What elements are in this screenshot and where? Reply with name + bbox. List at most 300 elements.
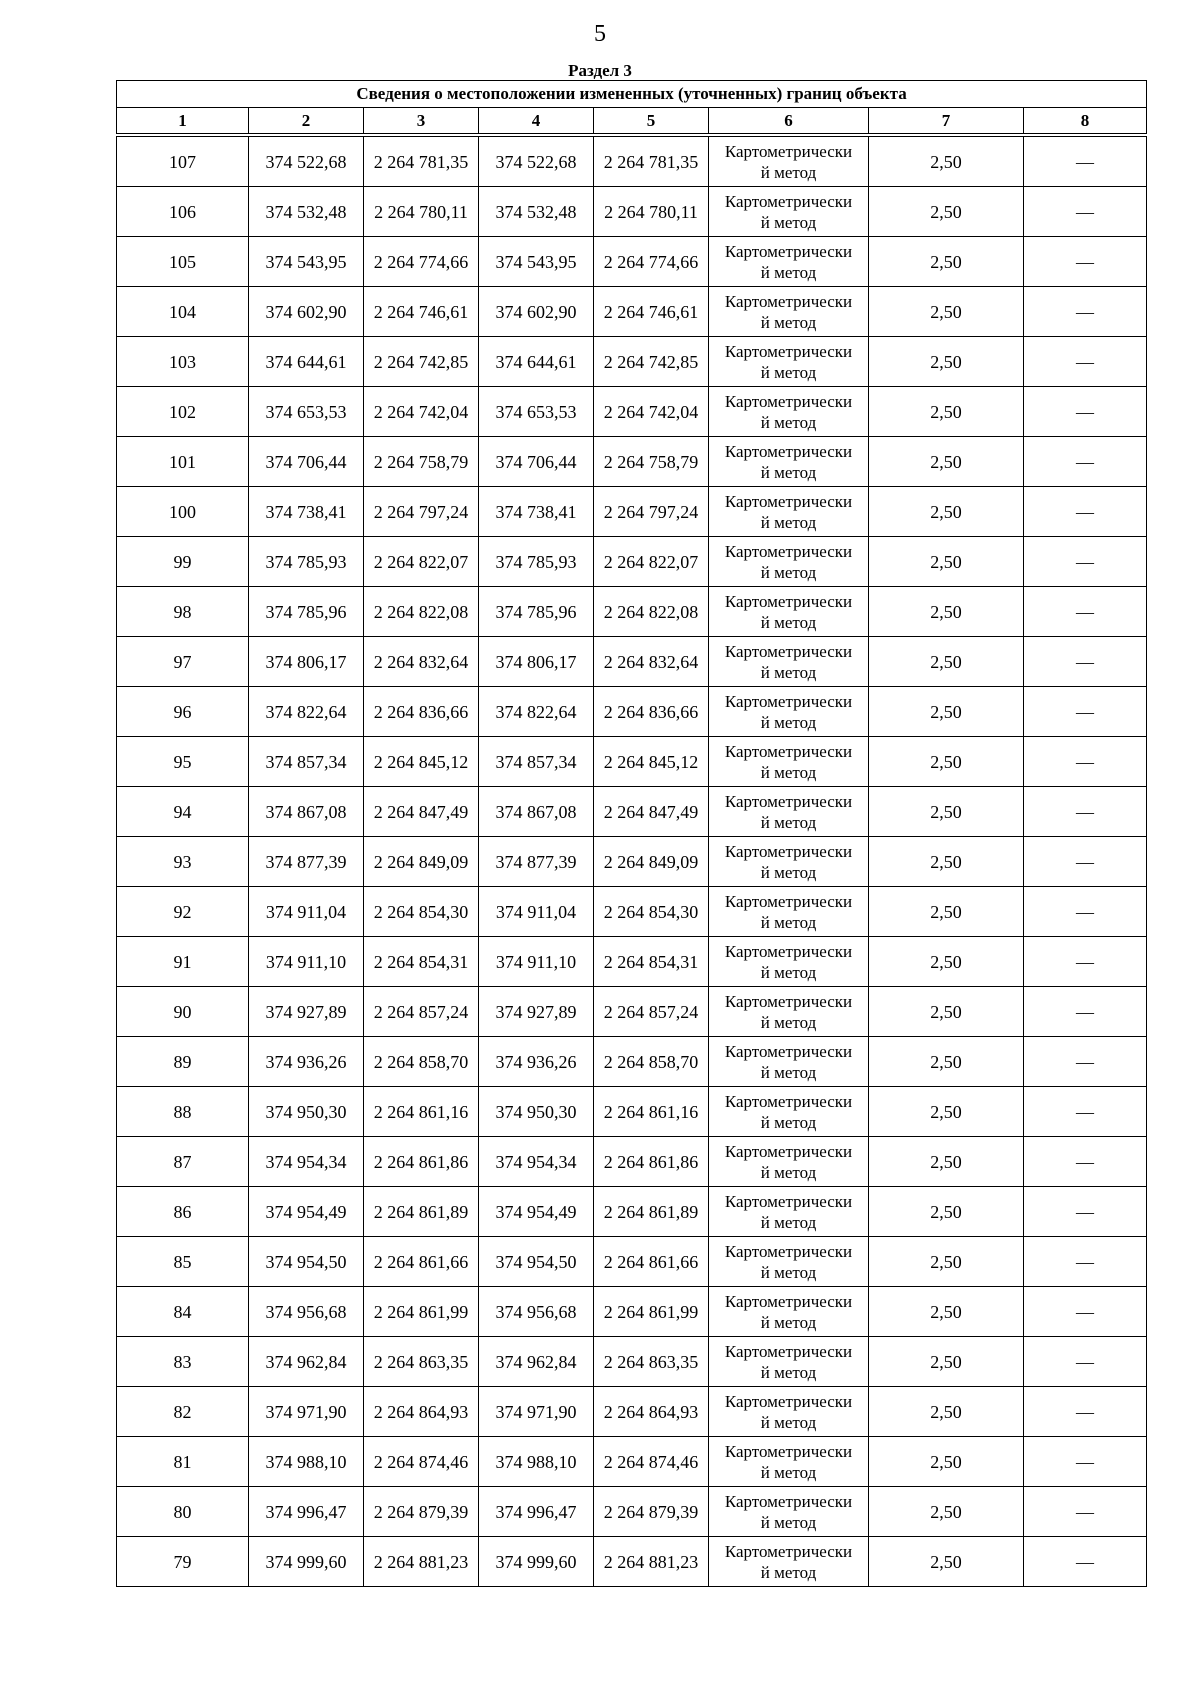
point-number-cell: 102 [117, 387, 249, 437]
y-old-cell: 2 264 874,46 [364, 1437, 479, 1487]
y-new-cell: 2 264 742,85 [594, 337, 709, 387]
point-number-cell: 104 [117, 287, 249, 337]
y-old-cell: 2 264 861,99 [364, 1287, 479, 1337]
note-cell: — [1024, 937, 1147, 987]
precision-cell: 2,50 [869, 1337, 1024, 1387]
x-old-cell: 374 857,34 [249, 737, 364, 787]
method-cell [709, 537, 869, 587]
x-old-cell: 374 996,47 [249, 1487, 364, 1537]
y-old-cell: 2 264 881,23 [364, 1537, 479, 1587]
table-row [117, 737, 1147, 787]
precision-cell: 2,50 [869, 487, 1024, 537]
method-text-line1: Картометрически [724, 291, 853, 311]
method-text-line1: Картометрически [724, 1491, 853, 1511]
method-text-line1: Картометрически [724, 1191, 853, 1211]
point-number-cell: 90 [117, 987, 249, 1037]
note-cell: — [1024, 237, 1147, 287]
x-old-cell: 374 522,68 [249, 135, 364, 187]
precision-cell: 2,50 [869, 937, 1024, 987]
precision-cell: 2,50 [869, 437, 1024, 487]
precision-cell: 2,50 [869, 687, 1024, 737]
method-text-line1: Картометрически [724, 241, 853, 261]
method-text-line1: Картометрически [724, 1541, 853, 1561]
precision-cell: 2,50 [869, 1387, 1024, 1437]
table-row [117, 237, 1147, 287]
y-old-cell: 2 264 781,35 [364, 135, 479, 187]
method-cell [709, 1487, 869, 1537]
x-new-cell: 374 706,44 [479, 437, 594, 487]
precision-cell: 2,50 [869, 1087, 1024, 1137]
y-new-cell: 2 264 854,31 [594, 937, 709, 987]
table-row [117, 1237, 1147, 1287]
x-old-cell: 374 785,93 [249, 537, 364, 587]
method-text-line2: й метод [760, 212, 817, 232]
x-old-cell: 374 936,26 [249, 1037, 364, 1087]
precision-cell: 2,50 [869, 387, 1024, 437]
method-text-line2: й метод [760, 1462, 817, 1482]
table-row [117, 887, 1147, 937]
table-row [117, 537, 1147, 587]
column-header: 6 [709, 108, 869, 136]
x-new-cell: 374 954,49 [479, 1187, 594, 1237]
y-old-cell: 2 264 836,66 [364, 687, 479, 737]
y-old-cell: 2 264 857,24 [364, 987, 479, 1037]
method-text-line1: Картометрически [724, 591, 853, 611]
method-cell [709, 287, 869, 337]
x-new-cell: 374 822,64 [479, 687, 594, 737]
point-number-cell: 88 [117, 1087, 249, 1137]
x-new-cell: 374 785,96 [479, 587, 594, 637]
method-cell [709, 487, 869, 537]
table-row [117, 987, 1147, 1037]
column-header: 8 [1024, 108, 1147, 136]
column-header: 4 [479, 108, 594, 136]
y-new-cell: 2 264 874,46 [594, 1437, 709, 1487]
y-old-cell: 2 264 845,12 [364, 737, 479, 787]
x-new-cell: 374 999,60 [479, 1537, 594, 1587]
point-number-cell: 106 [117, 187, 249, 237]
y-old-cell: 2 264 861,86 [364, 1137, 479, 1187]
table-row [117, 1087, 1147, 1137]
method-cell [709, 1437, 869, 1487]
note-cell: — [1024, 1137, 1147, 1187]
y-new-cell: 2 264 832,64 [594, 637, 709, 687]
method-text-line2: й метод [760, 362, 817, 382]
method-text-line2: й метод [760, 1562, 817, 1582]
method-text-line2: й метод [760, 312, 817, 332]
x-old-cell: 374 971,90 [249, 1387, 364, 1437]
point-number-cell: 96 [117, 687, 249, 737]
x-old-cell: 374 954,34 [249, 1137, 364, 1187]
table-row [117, 787, 1147, 837]
note-cell: — [1024, 1537, 1147, 1587]
method-cell [709, 1337, 869, 1387]
x-new-cell: 374 911,04 [479, 887, 594, 937]
method-text-line2: й метод [760, 562, 817, 582]
precision-cell: 2,50 [869, 337, 1024, 387]
table-row [117, 837, 1147, 887]
x-new-cell: 374 867,08 [479, 787, 594, 837]
method-cell [709, 237, 869, 287]
method-text-line2: й метод [760, 1412, 817, 1432]
method-cell [709, 987, 869, 1037]
y-new-cell: 2 264 861,66 [594, 1237, 709, 1287]
note-cell: — [1024, 1287, 1147, 1337]
y-old-cell: 2 264 797,24 [364, 487, 479, 537]
table-row [117, 437, 1147, 487]
precision-cell: 2,50 [869, 1187, 1024, 1237]
x-old-cell: 374 806,17 [249, 637, 364, 687]
y-new-cell: 2 264 858,70 [594, 1037, 709, 1087]
boundary-coordinates-table [116, 80, 1147, 1587]
x-new-cell: 374 971,90 [479, 1387, 594, 1437]
point-number-cell: 98 [117, 587, 249, 637]
point-number-cell: 105 [117, 237, 249, 287]
method-text-line1: Картометрически [724, 691, 853, 711]
method-cell [709, 337, 869, 387]
method-cell [709, 837, 869, 887]
x-new-cell: 374 738,41 [479, 487, 594, 537]
column-header: 7 [869, 108, 1024, 136]
y-old-cell: 2 264 847,49 [364, 787, 479, 837]
x-new-cell: 374 954,50 [479, 1237, 594, 1287]
x-new-cell: 374 543,95 [479, 237, 594, 287]
method-cell [709, 1537, 869, 1587]
y-new-cell: 2 264 836,66 [594, 687, 709, 737]
note-cell: — [1024, 1037, 1147, 1087]
table-caption-row [117, 81, 1147, 108]
precision-cell: 2,50 [869, 537, 1024, 587]
y-old-cell: 2 264 774,66 [364, 237, 479, 287]
table-row [117, 387, 1147, 437]
note-cell: — [1024, 1237, 1147, 1287]
x-new-cell: 374 602,90 [479, 287, 594, 337]
precision-cell: 2,50 [869, 1287, 1024, 1337]
method-text-line2: й метод [760, 1162, 817, 1182]
y-new-cell: 2 264 861,86 [594, 1137, 709, 1187]
x-old-cell: 374 988,10 [249, 1437, 364, 1487]
precision-cell: 2,50 [869, 1137, 1024, 1187]
method-text-line2: й метод [760, 1212, 817, 1232]
column-header: 1 [117, 108, 249, 136]
note-cell: — [1024, 287, 1147, 337]
table-row [117, 637, 1147, 687]
x-new-cell: 374 653,53 [479, 387, 594, 437]
column-header: 3 [364, 108, 479, 136]
x-new-cell: 374 806,17 [479, 637, 594, 687]
precision-cell: 2,50 [869, 987, 1024, 1037]
x-new-cell: 374 857,34 [479, 737, 594, 787]
y-new-cell: 2 264 845,12 [594, 737, 709, 787]
method-cell [709, 587, 869, 637]
precision-cell: 2,50 [869, 787, 1024, 837]
note-cell: — [1024, 1437, 1147, 1487]
y-new-cell: 2 264 774,66 [594, 237, 709, 287]
y-old-cell: 2 264 780,11 [364, 187, 479, 237]
y-old-cell: 2 264 861,89 [364, 1187, 479, 1237]
method-cell [709, 437, 869, 487]
x-old-cell: 374 911,10 [249, 937, 364, 987]
note-cell: — [1024, 887, 1147, 937]
table-row [117, 587, 1147, 637]
x-old-cell: 374 785,96 [249, 587, 364, 637]
x-old-cell: 374 877,39 [249, 837, 364, 887]
method-text-line2: й метод [760, 1312, 817, 1332]
precision-cell: 2,50 [869, 737, 1024, 787]
method-text-line2: й метод [760, 812, 817, 832]
table-row [117, 1537, 1147, 1587]
y-old-cell: 2 264 822,07 [364, 537, 479, 587]
x-old-cell: 374 911,04 [249, 887, 364, 937]
x-old-cell: 374 962,84 [249, 1337, 364, 1387]
point-number-cell: 101 [117, 437, 249, 487]
x-old-cell: 374 950,30 [249, 1087, 364, 1137]
y-old-cell: 2 264 832,64 [364, 637, 479, 687]
method-text-line1: Картометрически [724, 1441, 853, 1461]
table-row [117, 937, 1147, 987]
note-cell: — [1024, 987, 1147, 1037]
x-new-cell: 374 996,47 [479, 1487, 594, 1537]
point-number-cell: 89 [117, 1037, 249, 1087]
y-old-cell: 2 264 849,09 [364, 837, 479, 887]
table-row [117, 287, 1147, 337]
table-row [117, 1387, 1147, 1437]
y-new-cell: 2 264 861,99 [594, 1287, 709, 1337]
method-text-line2: й метод [760, 1512, 817, 1532]
method-text-line1: Картометрически [724, 1291, 853, 1311]
note-cell: — [1024, 1387, 1147, 1437]
method-text-line2: й метод [760, 962, 817, 982]
method-text-line2: й метод [760, 912, 817, 932]
method-text-line1: Картометрически [724, 791, 853, 811]
note-cell: — [1024, 1487, 1147, 1537]
y-new-cell: 2 264 781,35 [594, 135, 709, 187]
precision-cell: 2,50 [869, 287, 1024, 337]
note-cell: — [1024, 135, 1147, 187]
table-row [117, 487, 1147, 537]
method-text-line2: й метод [760, 412, 817, 432]
point-number-cell: 97 [117, 637, 249, 687]
x-old-cell: 374 532,48 [249, 187, 364, 237]
point-number-cell: 79 [117, 1537, 249, 1587]
x-new-cell: 374 956,68 [479, 1287, 594, 1337]
y-new-cell: 2 264 861,16 [594, 1087, 709, 1137]
note-cell: — [1024, 687, 1147, 737]
method-text-line2: й метод [760, 1062, 817, 1082]
x-new-cell: 374 877,39 [479, 837, 594, 887]
method-cell [709, 637, 869, 687]
table-row [117, 1437, 1147, 1487]
x-old-cell: 374 706,44 [249, 437, 364, 487]
y-old-cell: 2 264 863,35 [364, 1337, 479, 1387]
table-row [117, 1337, 1147, 1387]
x-old-cell: 374 543,95 [249, 237, 364, 287]
x-new-cell: 374 950,30 [479, 1087, 594, 1137]
method-text-line1: Картометрически [724, 341, 853, 361]
y-new-cell: 2 264 780,11 [594, 187, 709, 237]
note-cell: — [1024, 587, 1147, 637]
method-text-line2: й метод [760, 1362, 817, 1382]
note-cell: — [1024, 1337, 1147, 1387]
point-number-cell: 81 [117, 1437, 249, 1487]
note-cell: — [1024, 787, 1147, 837]
page-number: 5 [594, 21, 606, 47]
method-text-line1: Картометрически [724, 541, 853, 561]
x-new-cell: 374 927,89 [479, 987, 594, 1037]
precision-cell: 2,50 [869, 887, 1024, 937]
y-new-cell: 2 264 863,35 [594, 1337, 709, 1387]
y-new-cell: 2 264 742,04 [594, 387, 709, 437]
method-cell [709, 1137, 869, 1187]
note-cell: — [1024, 737, 1147, 787]
precision-cell: 2,50 [869, 1487, 1024, 1537]
x-new-cell: 374 522,68 [479, 135, 594, 187]
column-header: 5 [594, 108, 709, 136]
method-cell [709, 787, 869, 837]
method-text-line2: й метод [760, 262, 817, 282]
method-cell [709, 187, 869, 237]
point-number-cell: 93 [117, 837, 249, 887]
x-old-cell: 374 956,68 [249, 1287, 364, 1337]
method-cell [709, 887, 869, 937]
y-old-cell: 2 264 854,31 [364, 937, 479, 987]
point-number-cell: 92 [117, 887, 249, 937]
method-text-line1: Картометрически [724, 741, 853, 761]
y-old-cell: 2 264 742,85 [364, 337, 479, 387]
x-new-cell: 374 532,48 [479, 187, 594, 237]
table-row [117, 1287, 1147, 1337]
y-new-cell: 2 264 849,09 [594, 837, 709, 887]
column-header-row [117, 108, 1147, 136]
table-row [117, 1187, 1147, 1237]
method-text-line1: Картометрически [724, 191, 853, 211]
point-number-cell: 84 [117, 1287, 249, 1337]
y-new-cell: 2 264 879,39 [594, 1487, 709, 1537]
method-text-line1: Картометрически [724, 991, 853, 1011]
x-old-cell: 374 867,08 [249, 787, 364, 837]
note-cell: — [1024, 337, 1147, 387]
x-new-cell: 374 936,26 [479, 1037, 594, 1087]
method-text-line2: й метод [760, 1112, 817, 1132]
point-number-cell: 86 [117, 1187, 249, 1237]
method-text-line2: й метод [760, 162, 817, 182]
x-old-cell: 374 954,49 [249, 1187, 364, 1237]
table-row [117, 1037, 1147, 1087]
method-cell [709, 387, 869, 437]
table-row [117, 1137, 1147, 1187]
method-text-line1: Картометрически [724, 141, 853, 161]
precision-cell: 2,50 [869, 187, 1024, 237]
y-old-cell: 2 264 742,04 [364, 387, 479, 437]
method-cell [709, 937, 869, 987]
point-number-cell: 87 [117, 1137, 249, 1187]
precision-cell: 2,50 [869, 587, 1024, 637]
x-new-cell: 374 911,10 [479, 937, 594, 987]
y-old-cell: 2 264 854,30 [364, 887, 479, 937]
x-old-cell: 374 653,53 [249, 387, 364, 437]
table-row [117, 337, 1147, 387]
method-cell [709, 1387, 869, 1437]
table-caption: Сведения о местоположении измененных (уточненных) границ объекта [117, 81, 1147, 108]
method-text-line1: Картометрически [724, 441, 853, 461]
precision-cell: 2,50 [869, 1037, 1024, 1087]
y-new-cell: 2 264 847,49 [594, 787, 709, 837]
table-row [117, 135, 1147, 187]
method-text-line1: Картометрически [724, 1091, 853, 1111]
method-cell [709, 1287, 869, 1337]
method-text-line2: й метод [760, 712, 817, 732]
point-number-cell: 85 [117, 1237, 249, 1287]
y-old-cell: 2 264 746,61 [364, 287, 479, 337]
point-number-cell: 103 [117, 337, 249, 387]
note-cell: — [1024, 637, 1147, 687]
point-number-cell: 95 [117, 737, 249, 787]
method-text-line1: Картометрически [724, 491, 853, 511]
y-old-cell: 2 264 879,39 [364, 1487, 479, 1537]
note-cell: — [1024, 1187, 1147, 1237]
method-cell [709, 1037, 869, 1087]
point-number-cell: 83 [117, 1337, 249, 1387]
method-text-line2: й метод [760, 1012, 817, 1032]
column-header: 2 [249, 108, 364, 136]
precision-cell: 2,50 [869, 1437, 1024, 1487]
x-old-cell: 374 644,61 [249, 337, 364, 387]
x-old-cell: 374 822,64 [249, 687, 364, 737]
y-old-cell: 2 264 758,79 [364, 437, 479, 487]
method-cell [709, 135, 869, 187]
y-new-cell: 2 264 822,08 [594, 587, 709, 637]
y-old-cell: 2 264 861,66 [364, 1237, 479, 1287]
method-text-line2: й метод [760, 662, 817, 682]
precision-cell: 2,50 [869, 1237, 1024, 1287]
x-new-cell: 374 954,34 [479, 1137, 594, 1187]
y-old-cell: 2 264 858,70 [364, 1037, 479, 1087]
method-cell [709, 737, 869, 787]
x-old-cell: 374 954,50 [249, 1237, 364, 1287]
point-number-cell: 99 [117, 537, 249, 587]
precision-cell: 2,50 [869, 135, 1024, 187]
method-text-line1: Картометрически [724, 1141, 853, 1161]
method-text-line2: й метод [760, 462, 817, 482]
method-text-line1: Картометрически [724, 641, 853, 661]
precision-cell: 2,50 [869, 637, 1024, 687]
method-cell [709, 1237, 869, 1287]
precision-cell: 2,50 [869, 237, 1024, 287]
precision-cell: 2,50 [869, 1537, 1024, 1587]
point-number-cell: 82 [117, 1387, 249, 1437]
y-new-cell: 2 264 857,24 [594, 987, 709, 1037]
method-text-line1: Картометрически [724, 1241, 853, 1261]
method-text-line2: й метод [760, 612, 817, 632]
table-row [117, 687, 1147, 737]
x-new-cell: 374 962,84 [479, 1337, 594, 1387]
precision-cell: 2,50 [869, 837, 1024, 887]
y-new-cell: 2 264 861,89 [594, 1187, 709, 1237]
note-cell: — [1024, 487, 1147, 537]
y-new-cell: 2 264 881,23 [594, 1537, 709, 1587]
point-number-cell: 94 [117, 787, 249, 837]
method-text-line2: й метод [760, 512, 817, 532]
method-text-line1: Картометрически [724, 841, 853, 861]
y-old-cell: 2 264 822,08 [364, 587, 479, 637]
x-new-cell: 374 988,10 [479, 1437, 594, 1487]
x-old-cell: 374 927,89 [249, 987, 364, 1037]
x-new-cell: 374 644,61 [479, 337, 594, 387]
x-old-cell: 374 738,41 [249, 487, 364, 537]
method-cell [709, 1087, 869, 1137]
x-old-cell: 374 602,90 [249, 287, 364, 337]
note-cell: — [1024, 187, 1147, 237]
